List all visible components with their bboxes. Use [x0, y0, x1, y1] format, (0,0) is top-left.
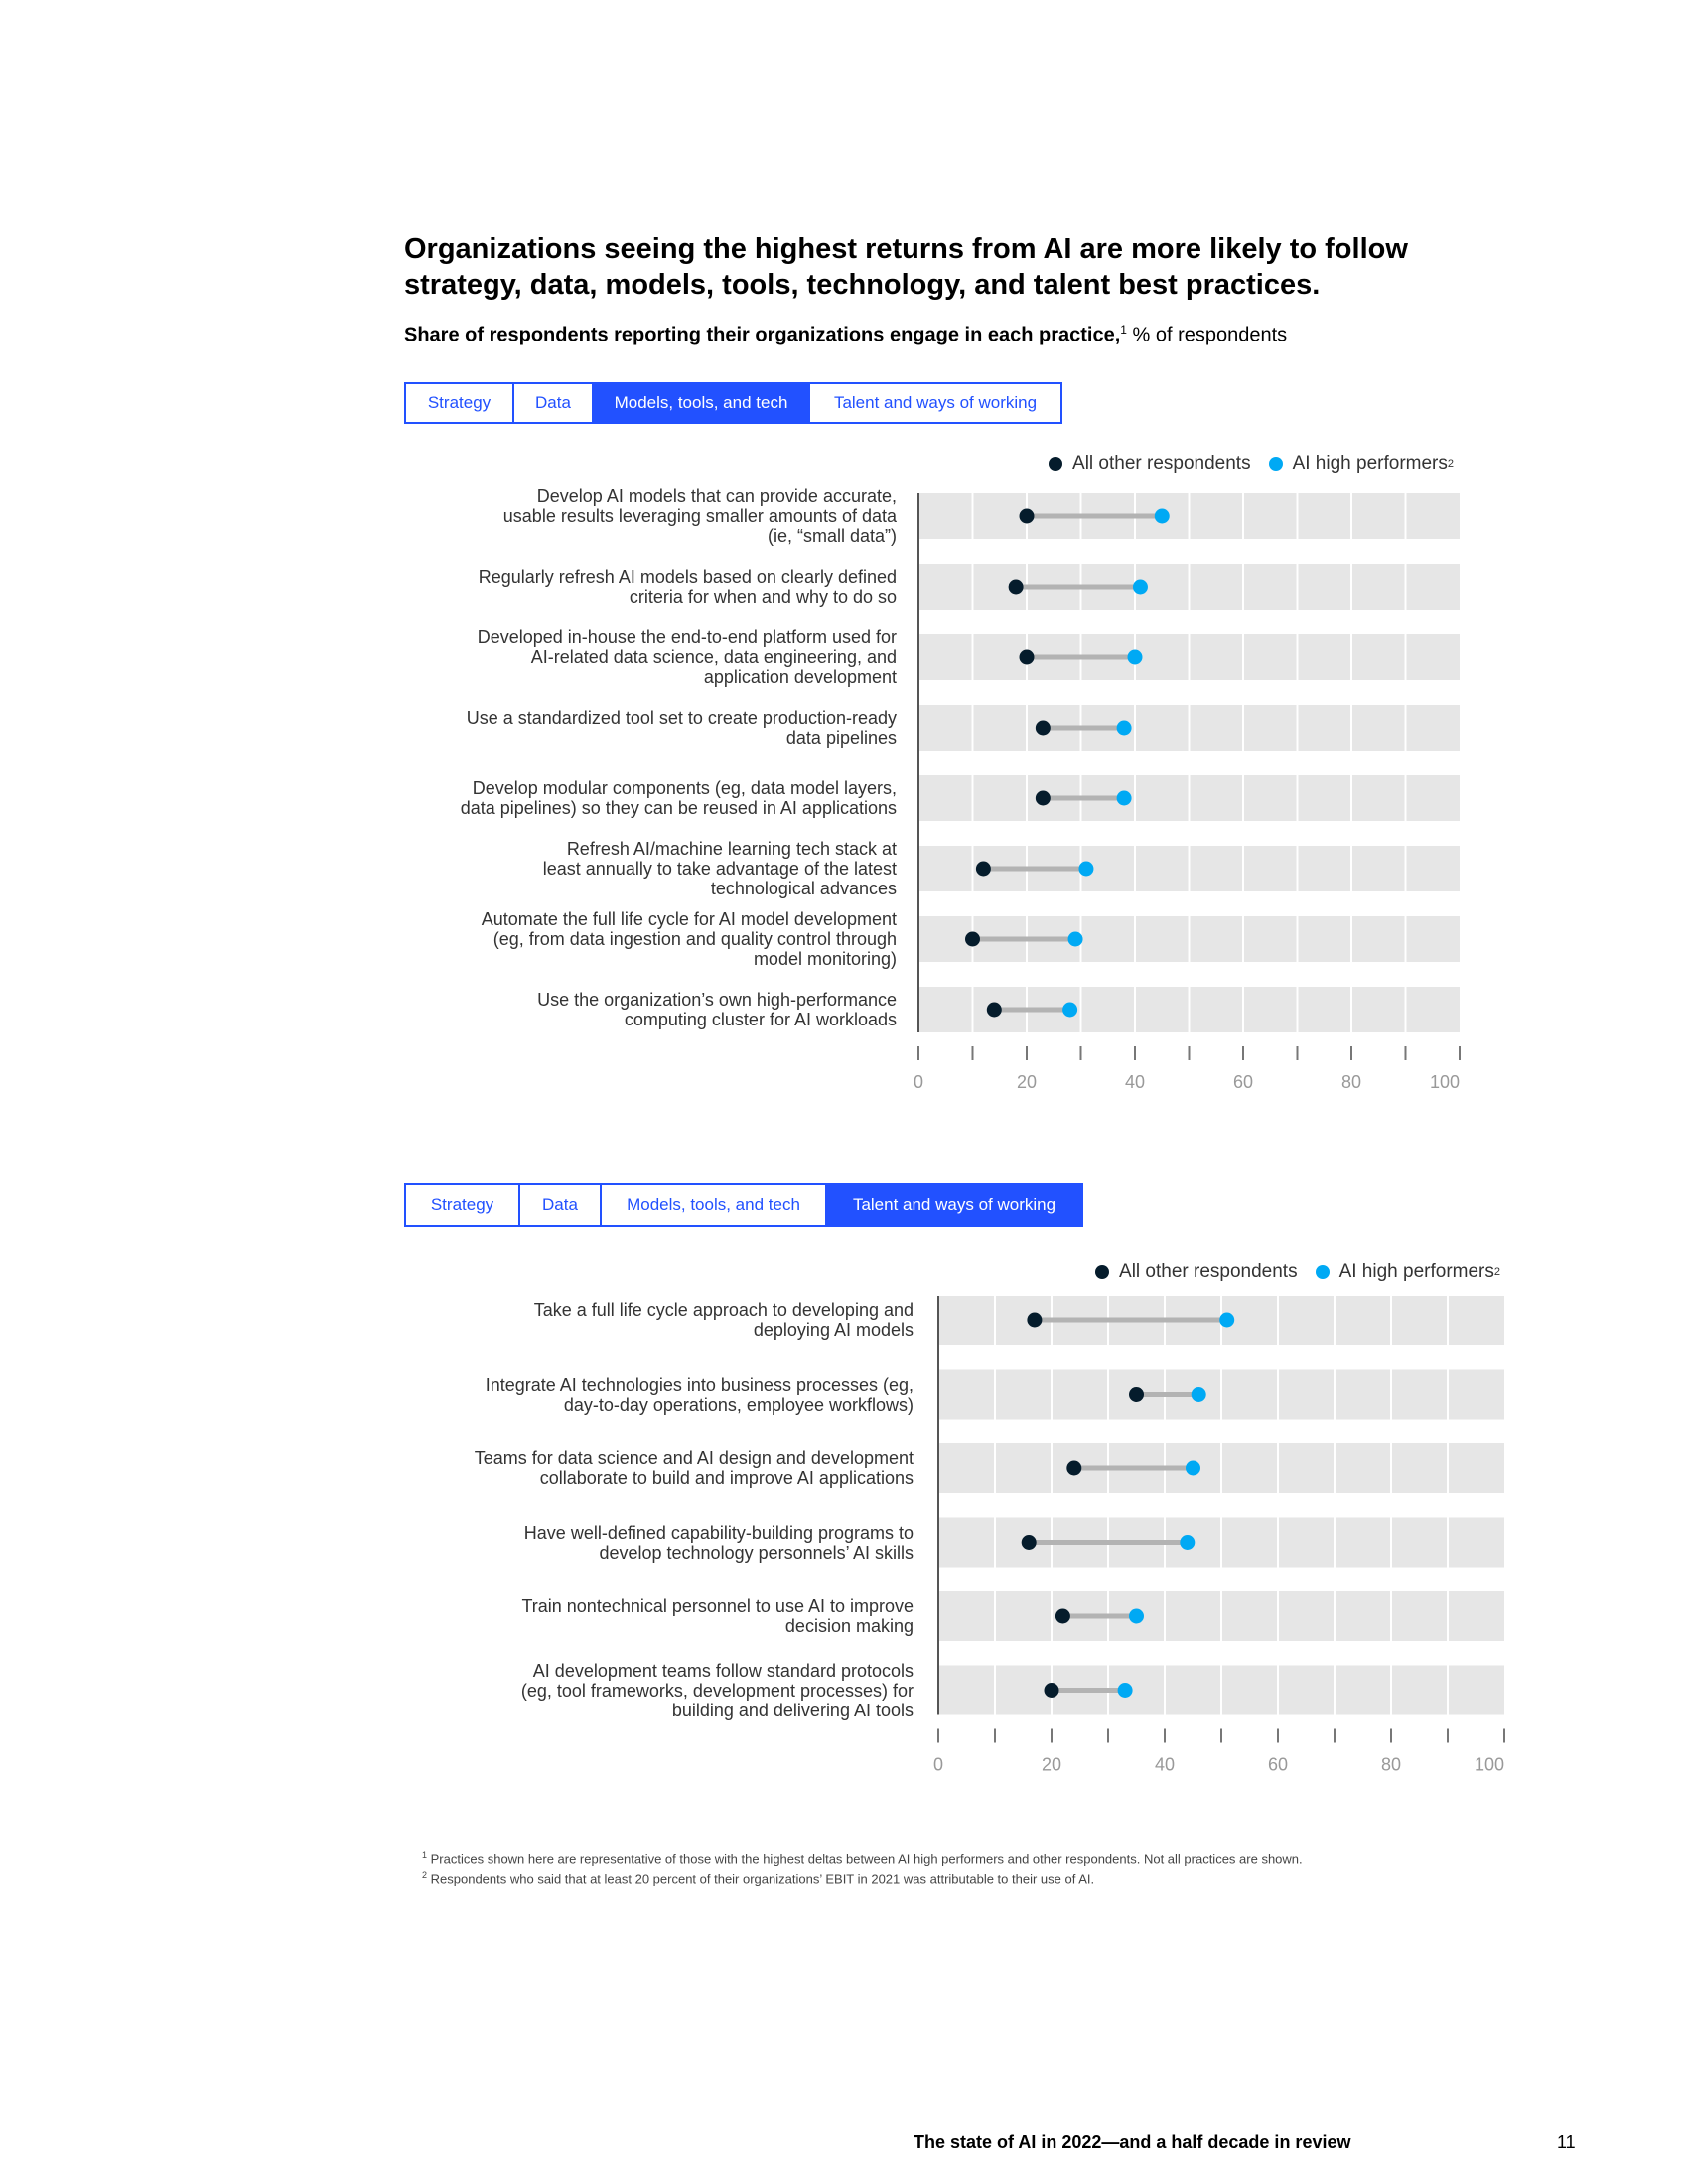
subtitle-footnote-marker: 1 [1120, 323, 1127, 337]
dot-all-other-respondents [1022, 1535, 1037, 1550]
row-label [461, 778, 897, 818]
row-label-line: Develop AI models that can provide accurate, [536, 486, 897, 506]
footnote-1-marker: 1 [422, 1850, 428, 1860]
row-label-line: (eg, from data ingestion and quality control through [492, 929, 897, 949]
dot-ai-high-performers [1118, 1683, 1133, 1698]
dot-ai-high-performers [1180, 1535, 1195, 1550]
footnote-2 [422, 1867, 1303, 1887]
dot-ai-high-performers [1133, 580, 1148, 595]
footnotes [422, 1847, 1303, 1888]
dot-all-other-respondents [976, 862, 991, 877]
tab-data[interactable]: Data [514, 384, 594, 422]
dot-all-other-respondents [1045, 1683, 1059, 1698]
row-label-line: AI development teams follow standard protocols [532, 1660, 914, 1681]
x-tick-label: 80 [1380, 1754, 1402, 1775]
chart-models-tools-tech [894, 486, 1489, 1102]
dot-all-other-respondents [1020, 650, 1035, 665]
tab-models-tools-tech[interactable]: Models, tools, and tech [602, 1185, 827, 1225]
row-label [521, 1596, 914, 1636]
row-label [478, 627, 897, 687]
legend-dot-high [1269, 457, 1283, 471]
dot-ai-high-performers [1155, 509, 1170, 524]
dot-ai-high-performers [1128, 650, 1143, 665]
legend-footnote-marker: 2 [1493, 1266, 1500, 1278]
row-label-line: Developed in-house the end-to-end platform used for [477, 627, 897, 647]
chart-talent-ways-of-working [914, 1291, 1509, 1797]
dot-all-other-respondents [1009, 580, 1024, 595]
tab-talent-ways-of-working[interactable]: Talent and ways of working [833, 393, 1038, 412]
row-label [475, 1448, 914, 1488]
row-label-line: data pipelines [785, 728, 897, 748]
legend-footnote-marker: 2 [1447, 458, 1454, 470]
row-label-line: Use a standardized tool set to create production-ready [466, 708, 897, 728]
row-label-line: Train nontechnical personnel to use AI to improve [521, 1596, 914, 1616]
row-label-line: Automate the full life cycle for AI model development [481, 909, 897, 929]
row-label [467, 708, 897, 748]
legend-1 [1049, 453, 1454, 475]
dot-all-other-respondents [1036, 791, 1051, 806]
row-label-line: develop technology personnels’ AI skills [599, 1542, 914, 1563]
x-tick-label: 80 [1340, 1072, 1362, 1092]
footnote-2-marker: 2 [422, 1870, 428, 1881]
x-tick-label: 60 [1232, 1072, 1254, 1092]
tab-models-tools-tech[interactable]: Models, tools, and tech [594, 384, 810, 422]
footer-report-title: The state of AI in 2022—and a half decade in review [914, 2132, 1351, 2152]
row-label-line: least annually to take advantage of the latest [542, 859, 897, 879]
footnote-1-text: Practices shown here are representative of those with the highest deltas between AI high performers and other respondents. Not all practices are shown. [430, 1851, 1303, 1867]
row-label-line: AI-related data science, data engineering, and [530, 647, 897, 667]
dot-all-other-respondents [1027, 1313, 1042, 1328]
dot-all-other-respondents [1129, 1387, 1144, 1402]
row-label-line: Develop modular components (eg, data model layers, [472, 778, 897, 798]
dot-ai-high-performers [1062, 1003, 1077, 1018]
x-tick-label: 0 [913, 1072, 924, 1092]
dot-all-other-respondents [1066, 1461, 1081, 1476]
legend-label-other: All other respondents [1119, 1261, 1298, 1282]
subtitle-bold: Share of respondents reporting their organizations engage in each practice, [404, 324, 1121, 346]
legend-label-high: AI high performers [1338, 1261, 1494, 1282]
page-number: 11 [1557, 2132, 1576, 2152]
tab-strategy[interactable]: Strategy [406, 1185, 520, 1225]
row-label-line: Regularly refresh AI models based on clearly defined [478, 567, 897, 587]
row-label-line: (ie, “small data”) [767, 526, 897, 546]
row-label-line: decision making [784, 1616, 914, 1636]
row-label [482, 909, 897, 969]
legend-item-other [1049, 453, 1251, 475]
dot-all-other-respondents [987, 1003, 1002, 1018]
page-title: Organizations seeing the highest returns from AI are more likely to follow strategy, data, models, tools, technology, and talent best practices. [404, 233, 1408, 301]
dot-ai-high-performers [1117, 721, 1132, 736]
x-tick-label: 20 [1041, 1754, 1062, 1775]
row-label-line: Take a full life cycle approach to developing and [533, 1300, 914, 1320]
x-tick-label: 0 [932, 1754, 944, 1775]
row-label [524, 1523, 914, 1563]
tab-bar-2 [404, 1183, 1083, 1227]
row-label-line: technological advances [710, 879, 897, 898]
legend-dot-other [1095, 1265, 1109, 1279]
chart-subtitle [404, 323, 1287, 347]
row-label-line: data pipelines) so they can be reused in AI applications [460, 798, 897, 818]
x-tick-label: 100 [1474, 1754, 1504, 1775]
row-label-line: Teams for data science and AI design and development [474, 1448, 914, 1468]
tab-bar-1 [404, 382, 1062, 424]
legend-2 [1095, 1261, 1500, 1283]
row-label-line: usable results leveraging smaller amounts of data [502, 506, 897, 526]
dot-all-other-respondents [1020, 509, 1035, 524]
row-label-line: Refresh AI/machine learning tech stack at [566, 839, 897, 859]
x-tick-label: 40 [1124, 1072, 1146, 1092]
dot-all-other-respondents [965, 932, 980, 947]
x-tick-label: 40 [1154, 1754, 1176, 1775]
row-label-line: application development [703, 667, 897, 687]
row-label [543, 839, 897, 898]
row-label-line: Integrate AI technologies into business processes (eg, [485, 1374, 914, 1395]
row-label [479, 567, 897, 607]
row-label-line: criteria for when and why to do so [629, 587, 897, 607]
row-label [534, 1300, 914, 1340]
row-label-line: deploying AI models [753, 1320, 914, 1340]
legend-item-high [1316, 1261, 1500, 1283]
dot-ai-high-performers [1186, 1461, 1200, 1476]
legend-item-other [1095, 1261, 1298, 1283]
row-label [503, 486, 897, 546]
row-label-line: building and delivering AI tools [671, 1700, 914, 1720]
legend-dot-other [1049, 457, 1062, 471]
dot-ai-high-performers [1219, 1313, 1234, 1328]
tab-data[interactable]: Data [520, 1185, 602, 1225]
row-label [521, 1661, 914, 1720]
dot-ai-high-performers [1078, 862, 1093, 877]
x-tick-label: 100 [1429, 1072, 1460, 1092]
tab-strategy[interactable]: Strategy [406, 384, 514, 422]
dot-ai-high-performers [1117, 791, 1132, 806]
legend-label-other: All other respondents [1072, 453, 1251, 474]
legend-item-high [1269, 453, 1454, 475]
row-label-line: (eg, tool frameworks, development processes) for [520, 1680, 914, 1701]
x-tick-label: 20 [1016, 1072, 1038, 1092]
row-label-line: computing cluster for AI workloads [624, 1010, 897, 1029]
row-label-line: model monitoring) [753, 949, 897, 969]
dot-ai-high-performers [1129, 1609, 1144, 1624]
dot-all-other-respondents [1036, 721, 1051, 736]
footnote-1 [422, 1847, 1303, 1867]
row-label [486, 1375, 914, 1415]
x-tick-label: 60 [1267, 1754, 1289, 1775]
legend-label-high: AI high performers [1292, 453, 1448, 474]
row-label-line: day-to-day operations, employee workflows) [563, 1394, 914, 1415]
row-label-line: Use the organization’s own high-performance [537, 990, 897, 1010]
row-label-line: collaborate to build and improve AI applications [539, 1468, 914, 1488]
row-label-line: Have well-defined capability-building programs to [523, 1522, 914, 1543]
tab-talent-ways-of-working[interactable]: Talent and ways of working [827, 1185, 1081, 1225]
subtitle-unit: % of respondents [1126, 324, 1288, 346]
footnote-2-text: Respondents who said that at least 20 percent of their organizations’ EBIT in 2021 was attributable to their use of AI. [430, 1871, 1095, 1887]
dot-ai-high-performers [1192, 1387, 1206, 1402]
dot-all-other-respondents [1055, 1609, 1070, 1624]
row-label [537, 990, 897, 1029]
legend-dot-high [1316, 1265, 1330, 1279]
dot-ai-high-performers [1068, 932, 1083, 947]
